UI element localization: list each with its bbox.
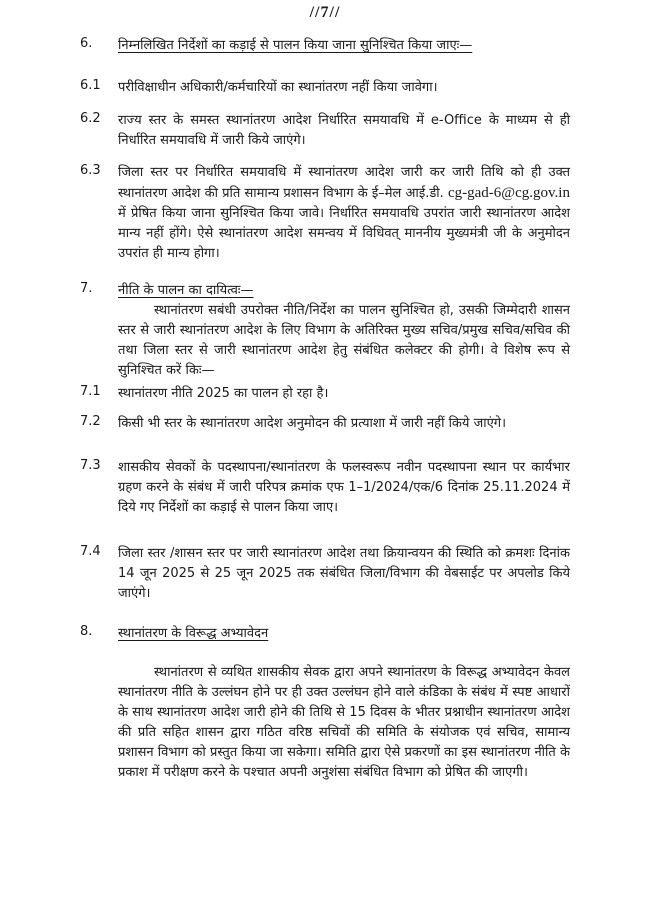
email-address: cg-gad-6@cg.gov.in — [448, 185, 570, 201]
section-number: 8. — [80, 624, 93, 639]
section-heading: निम्नलिखित निर्देशों का कड़ाई से पालन किया जाना सुनिश्चित किया जाएः— — [118, 38, 473, 53]
item-text: जिला स्तर /शासन स्तर पर जारी स्थानांतरण आदेश तथा क्रियान्वयन की स्थिति को क्रमशः दिनांक 14 जून 2025 से 25 जून 2025 तक संबंधित जिला/विभाग की वेबसाईट पर अपलोड किये जाएंगे। — [118, 546, 570, 601]
item-text: किसी भी स्तर के स्थानांतरण आदेश अनुमोदन की प्रत्याशा में जारी नहीं किये जाएंगे। — [118, 416, 507, 431]
item-text — [118, 163, 570, 264]
item-number: 7.2 — [80, 414, 101, 429]
section-heading: नीति के पालन का दायित्वः— — [118, 283, 254, 298]
item-number: 6.2 — [80, 111, 101, 126]
section-7-intro: स्थानांतरण सबंधी उपरोक्त नीति/निर्देश का पालन सुनिश्चित हो, उसकी जिम्मेदारी शासन स्तर से जारी स्थानांतरण आदेश के लिए विभाग के अतिरिक्त मुख्य सचिव/प्रमुख सचिव/सचिव की तथा जिला स्तर से जारी स्थानांतरण आदेश हेतु संबंधित कलेक्टर की होगी। वे विशेष रूप से सुनिश्चित करें किः— — [118, 303, 570, 378]
item-number: 6.3 — [80, 163, 101, 178]
page-number: //7// — [309, 4, 341, 21]
item-number: 7.3 — [80, 458, 101, 473]
item-number: 6.1 — [80, 78, 101, 93]
item-text-part: जिला स्तर पर निर्धारित समयावधि में स्थानांतरण आदेश जारी कर जारी तिथि को ही उक्त स्थानांतरण आदेश की प्रति सामान्य प्रशासन विभाग के ई–मेल आई.डी. — [118, 165, 570, 201]
item-text: परीविक्षाधीन अधिकारी/कर्मचारियों का स्थानांतरण नहीं किया जावेगा। — [118, 80, 438, 95]
item-text: राज्य स्तर के समस्त स्थानांतरण आदेश निर्धारित समयावधि में e-Office के माध्यम से ही निर्धारित समयावधि में जारी किये जाएंगे। — [118, 113, 570, 148]
item-number: 7.4 — [80, 544, 101, 559]
item-text: शासकीय सेवकों के पदस्थापना/स्थानांतरण के फलस्वरूप नवीन पदस्थापना स्थान पर कार्यभार ग्रहण करने के संबंध में जारी परिपत्र क्रमांक एफ 1–1/2024/एक/6 दिनांक 25.11.2024 में दिये गए निर्देशों का कड़ाई से पालन किया जाए। — [118, 460, 570, 515]
item-text-part: में प्रेषित किया जाना सुनिश्चित किया जावे। निर्धारित समयावधि उपरांत जारी स्थानांतरण आदेश मान्य नहीं होंगे। ऐसे स्थानांतरण आदेश समन्वय में विधिवत् माननीय मुख्यमंत्री जी के अनुमोदन उपरांत ही मान्य होगा। — [118, 206, 570, 261]
section-8-body: स्थानांतरण से व्यथित शासकीय सेवक द्वारा अपने स्थानांतरण के विरूद्ध अभ्यावेदन केवल स्थानांतरण नीति के उल्लंघन होने पर ही उक्त उल्लंघन होने वाले कंडिका के संबंध में स्पष्ट आधारों के साथ स्थानांतरण आदेश जारी होने की तिथि से 15 दिवस के भीतर प्रश्नाधीन स्थानांतरण आदेश की प्रति सहित शासन द्वारा गठित वरिष्ठ सचिवों की समिति के संयोजक एवं सचिव, सामान्य प्रशासन विभाग को प्रस्तुत किया जा सकेगा। समिति द्वारा ऐसे प्रकरणों का इस स्थानांतरण नीति के प्रकाश में परीक्षण करने के पश्चात अपनी अनुशंसा संबंधित विभाग को प्रेषित की जाएगी। — [118, 665, 570, 780]
section-number: 6. — [80, 36, 93, 51]
item-number: 7.1 — [80, 384, 101, 399]
section-heading: स्थानांतरण के विरूद्ध अभ्यावेदन — [118, 626, 269, 641]
section-number: 7. — [80, 281, 93, 296]
item-text: स्थानांतरण नीति 2025 का पालन हो रहा है। — [118, 386, 329, 401]
